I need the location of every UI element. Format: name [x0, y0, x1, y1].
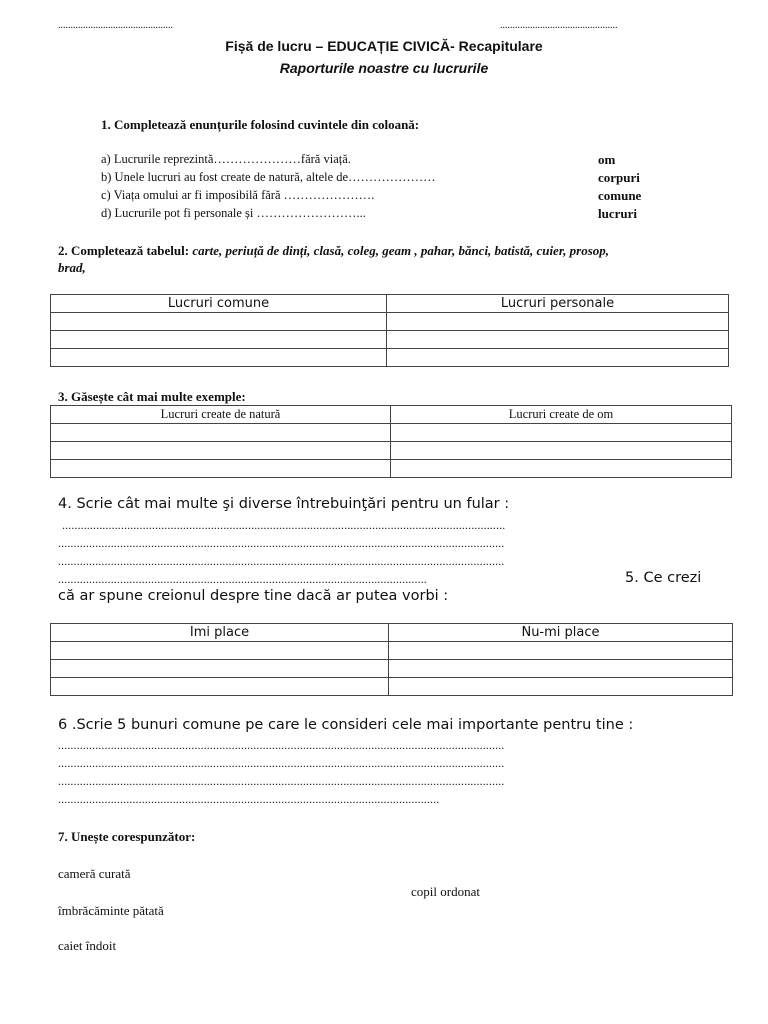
q2-col-personal: Lucruri personale — [387, 295, 729, 313]
q4-heading: 4. Scrie cât mai multe şi diverse întrebuinţări pentru un fular : — [58, 496, 510, 512]
table-cell[interactable] — [387, 349, 729, 367]
table-row — [51, 660, 733, 678]
q3-heading: 3. Găsește cât mai multe exemple: — [58, 389, 246, 404]
table-row — [51, 460, 732, 478]
q5-heading-start: 5. Ce crezi — [625, 570, 702, 586]
table-cell[interactable] — [51, 442, 391, 460]
q1-word-om: om — [598, 152, 616, 167]
q1-word-comune: comune — [598, 188, 642, 203]
table-cell[interactable] — [51, 331, 387, 349]
q6-heading: 6 .Scrie 5 bunuri comune pe care le consideri cele mai importante pentru tine : — [58, 717, 634, 733]
q1-word-corpuri: corpuri — [598, 170, 640, 185]
q7-right-item: copil ordonat — [411, 884, 480, 899]
q2-col-common: Lucruri comune — [51, 295, 387, 313]
answer-line[interactable]: ................................................................................................................................................ — [58, 738, 505, 752]
table-cell[interactable] — [387, 313, 729, 331]
q5-col-dislike: Nu-mi place — [389, 624, 733, 642]
answer-line[interactable]: ........................................................................................................................... — [58, 792, 440, 806]
page-title: Fișă de lucru – EDUCAȚIE CIVICĂ- Recapitulare — [225, 38, 543, 54]
answer-line[interactable]: ................................................................................................................................................ — [58, 774, 505, 788]
table-row — [51, 442, 732, 460]
table-cell[interactable] — [391, 460, 732, 478]
table-row — [51, 313, 729, 331]
table-row — [51, 424, 732, 442]
q7-left-item: îmbrăcăminte pătată — [58, 903, 164, 918]
q7-left-item: cameră curată — [58, 866, 131, 881]
q7-heading: 7. Unește corespunzător: — [58, 829, 196, 844]
q1-sentence-c: c) Viața omului ar fi imposibilă fără …………………. — [101, 188, 375, 202]
page-subtitle: Raporturile noastre cu lucrurile — [279, 60, 489, 76]
table-row — [51, 331, 729, 349]
table-row — [51, 642, 733, 660]
q1-sentence-b: b) Unele lucruri au fost create de natură, altele de………………… — [101, 170, 436, 184]
table-cell[interactable] — [51, 349, 387, 367]
q2-word-list-cont: brad, — [58, 260, 86, 275]
table-cell[interactable] — [51, 313, 387, 331]
q1-sentence-a: a) Lucrurile reprezintă…………………fără viață. — [101, 152, 351, 166]
table-cell[interactable] — [389, 642, 733, 660]
q5-col-like: Imi place — [51, 624, 389, 642]
q3-col-human: Lucruri create de om — [391, 406, 732, 424]
table-cell[interactable] — [391, 442, 732, 460]
q3-table — [50, 405, 732, 478]
answer-line[interactable]: ....................................................................................................................... — [58, 572, 427, 586]
table-row — [51, 678, 733, 696]
q2-table — [50, 294, 729, 367]
table-cell[interactable] — [51, 678, 389, 696]
table-cell[interactable] — [389, 660, 733, 678]
q5-table — [50, 623, 733, 696]
q2-heading: 2. Completează tabelul: — [58, 243, 190, 258]
table-cell[interactable] — [51, 660, 389, 678]
table-cell[interactable] — [51, 460, 391, 478]
q1-heading: 1. Completează enunțurile folosind cuvintele din coloană: — [101, 117, 420, 132]
table-cell[interactable] — [387, 331, 729, 349]
answer-line[interactable]: ................................................................................................................................................ — [58, 756, 505, 770]
table-cell[interactable] — [389, 678, 733, 696]
q2-word-list: carte, periuță de dinți, clasă, coleg, geam , pahar, bănci, batistă, cuier, prosop, — [192, 243, 610, 258]
answer-line[interactable]: ................................................................................................................................................ — [58, 536, 505, 550]
table-cell[interactable] — [51, 642, 389, 660]
date-blank-line: ............................................... — [500, 20, 618, 31]
table-row — [51, 349, 729, 367]
answer-line[interactable]: ................................................................................................................................................ — [58, 554, 505, 568]
name-blank-line: .............................................. — [58, 20, 173, 31]
q3-col-nature: Lucruri create de natură — [51, 406, 391, 424]
table-cell[interactable] — [51, 424, 391, 442]
q1-sentence-d: d) Lucrurile pot fi personale și ……………………... — [101, 206, 366, 220]
q5-heading-cont: că ar spune creionul despre tine dacă ar putea vorbi : — [58, 588, 449, 604]
q2-heading-line — [58, 243, 609, 259]
q1-word-lucruri: lucruri — [598, 206, 637, 221]
table-cell[interactable] — [391, 424, 732, 442]
q7-left-item: caiet îndoit — [58, 938, 117, 953]
answer-line[interactable]: ............................................................................................................................................... — [62, 518, 506, 532]
